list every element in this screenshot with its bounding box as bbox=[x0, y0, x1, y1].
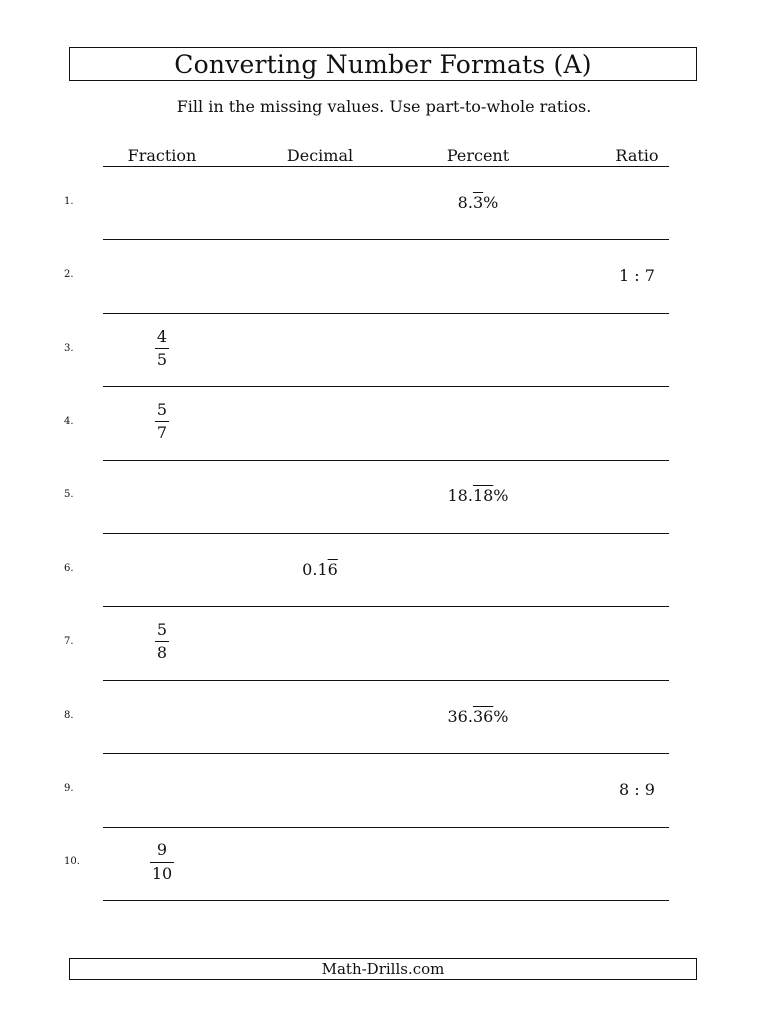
fraction-denominator: 7 bbox=[156, 423, 168, 443]
problem-number: 2. bbox=[64, 269, 74, 281]
fraction bbox=[155, 401, 169, 443]
value-base: 36. bbox=[447, 706, 473, 726]
row-rule bbox=[103, 753, 669, 754]
percent-value bbox=[458, 193, 499, 212]
value-base: 0.1 bbox=[302, 559, 328, 579]
row-rule bbox=[103, 900, 669, 901]
fraction-cell bbox=[102, 400, 222, 443]
fraction-bar bbox=[155, 348, 169, 349]
problem-number: 7. bbox=[64, 636, 74, 648]
percent-cell bbox=[418, 193, 538, 212]
ratio-cell: 1 : 7 bbox=[619, 266, 655, 286]
percent-cell bbox=[418, 707, 538, 726]
header-ratio: Ratio bbox=[615, 146, 659, 165]
fraction-denominator: 10 bbox=[151, 863, 173, 883]
row-rule bbox=[103, 606, 669, 607]
percent-cell bbox=[418, 486, 538, 505]
fraction-numerator: 5 bbox=[156, 399, 168, 419]
row-rule bbox=[103, 680, 669, 681]
value-suffix: % bbox=[483, 192, 499, 212]
worksheet-title: Converting Number Formats (A) bbox=[69, 47, 697, 81]
percent-value bbox=[447, 486, 508, 505]
row-rule bbox=[103, 533, 669, 534]
row-rule bbox=[103, 313, 669, 314]
fraction-cell bbox=[102, 840, 222, 883]
decimal-value bbox=[302, 560, 338, 579]
fraction-numerator: 5 bbox=[156, 620, 168, 640]
value-base: 18. bbox=[447, 486, 473, 506]
header-percent: Percent bbox=[446, 146, 510, 165]
problem-number: 10. bbox=[64, 856, 80, 868]
repeating-digits: 3 bbox=[472, 192, 484, 212]
problem-number: 1. bbox=[64, 195, 74, 207]
fraction-numerator: 4 bbox=[156, 326, 168, 346]
row-rule bbox=[103, 827, 669, 828]
problem-number: 5. bbox=[64, 489, 74, 501]
header-fraction: Fraction bbox=[127, 146, 197, 165]
ratio-cell: 8 : 9 bbox=[619, 779, 655, 799]
repeating-digits: 18 bbox=[472, 486, 494, 506]
value-suffix: % bbox=[493, 486, 509, 506]
problem-number: 6. bbox=[64, 562, 74, 574]
fraction-numerator: 9 bbox=[156, 840, 168, 860]
fraction-bar bbox=[150, 862, 174, 863]
header-decimal: Decimal bbox=[286, 146, 354, 165]
fraction-bar bbox=[155, 641, 169, 642]
repeating-digits: 6 bbox=[327, 559, 338, 579]
fraction-cell bbox=[102, 620, 222, 663]
repeating-digits: 36 bbox=[472, 706, 494, 726]
value-base: 8. bbox=[457, 192, 473, 212]
problem-number: 9. bbox=[64, 782, 74, 794]
fraction bbox=[155, 328, 169, 370]
problem-number: 4. bbox=[64, 415, 74, 427]
header-rule bbox=[103, 166, 669, 167]
row-rule bbox=[103, 460, 669, 461]
problem-number: 3. bbox=[64, 342, 74, 354]
fraction-bar bbox=[155, 421, 169, 422]
decimal-cell bbox=[260, 560, 380, 579]
fraction bbox=[155, 621, 169, 663]
row-rule bbox=[103, 386, 669, 387]
fraction-cell bbox=[102, 327, 222, 370]
problem-number: 8. bbox=[64, 709, 74, 721]
instructions: Fill in the missing values. Use part-to-whole ratios. bbox=[176, 97, 592, 116]
row-rule bbox=[103, 239, 669, 240]
fraction bbox=[150, 841, 174, 883]
fraction-denominator: 8 bbox=[156, 643, 168, 663]
fraction-denominator: 5 bbox=[156, 349, 168, 369]
value-suffix: % bbox=[493, 706, 509, 726]
footer-credit: Math-Drills.com bbox=[69, 958, 697, 980]
percent-value bbox=[447, 707, 508, 726]
